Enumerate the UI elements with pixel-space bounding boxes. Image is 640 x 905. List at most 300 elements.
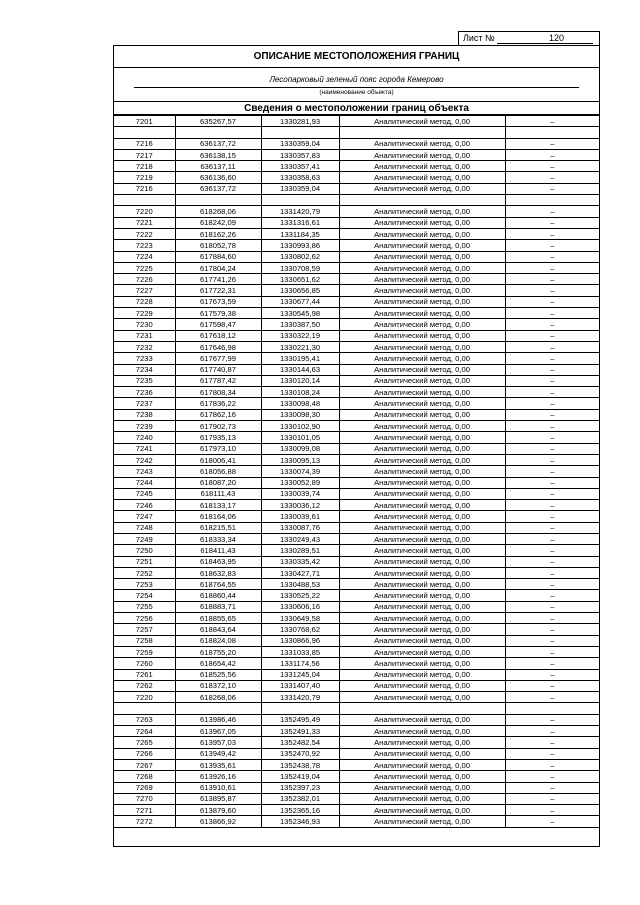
cell-accuracy: – <box>505 375 599 386</box>
cell-method: Аналитический метод, 0,00 <box>339 466 505 477</box>
cell-accuracy: – <box>505 454 599 465</box>
cell-method: Аналитический метод, 0,00 <box>339 759 505 770</box>
cell-point-number: 7246 <box>114 500 175 511</box>
table-row <box>114 601 599 612</box>
cell-coord-x: 636137,72 <box>175 183 261 194</box>
cell-coord-x: 617902,73 <box>175 421 261 432</box>
cell-coord-y: 1330087,76 <box>261 522 339 533</box>
cell-point-number <box>114 127 175 138</box>
cell-method: Аналитический метод, 0,00 <box>339 567 505 578</box>
cell-accuracy: – <box>505 511 599 522</box>
sheet-number-underline <box>497 43 593 44</box>
table-row <box>114 206 599 217</box>
cell-point-number: 7252 <box>114 567 175 578</box>
cell-point-number: 7257 <box>114 624 175 635</box>
table-row <box>114 138 599 149</box>
cell-accuracy: – <box>505 308 599 319</box>
cell-point-number: 7218 <box>114 161 175 172</box>
cell-coord-y: 1352482,54 <box>261 737 339 748</box>
table-row <box>114 477 599 488</box>
cell-point-number: 7271 <box>114 805 175 816</box>
cell-accuracy: – <box>505 737 599 748</box>
cell-coord-y: 1331407,40 <box>261 680 339 691</box>
cell-method: Аналитический метод, 0,00 <box>339 319 505 330</box>
cell-coord-x: 636137,11 <box>175 161 261 172</box>
cell-point-number: 7263 <box>114 714 175 725</box>
table-row <box>114 500 599 511</box>
cell-accuracy: – <box>505 228 599 239</box>
cell-coord-x: 618824,08 <box>175 635 261 646</box>
cell-point-number: 7250 <box>114 545 175 556</box>
cell-method: Аналитический метод, 0,00 <box>339 285 505 296</box>
cell-coord-y: 1352491,33 <box>261 726 339 737</box>
table-row <box>114 737 599 748</box>
cell-coord-x: 617646,98 <box>175 341 261 352</box>
cell-accuracy: – <box>505 533 599 544</box>
cell-accuracy: – <box>505 319 599 330</box>
cell-coord-x: 618372,10 <box>175 680 261 691</box>
cell-point-number: 7228 <box>114 296 175 307</box>
cell-coord-y: 1352382,01 <box>261 793 339 804</box>
cell-coord-y: 1331174,56 <box>261 658 339 669</box>
cell-point-number: 7256 <box>114 613 175 624</box>
table-row <box>114 488 599 499</box>
document-frame <box>113 45 600 847</box>
cell-coord-x: 613935,61 <box>175 759 261 770</box>
table-row <box>114 816 599 827</box>
cell-coord-x: 618056,88 <box>175 466 261 477</box>
cell-coord-x: 618654,42 <box>175 658 261 669</box>
cell-point-number: 7270 <box>114 793 175 804</box>
cell-point-number: 7251 <box>114 556 175 567</box>
cell-coord-x: 618843,64 <box>175 624 261 635</box>
cell-method: Аналитический метод, 0,00 <box>339 262 505 273</box>
cell-coord-y: 1330606,16 <box>261 601 339 612</box>
cell-accuracy: – <box>505 601 599 612</box>
cell-method: Аналитический метод, 0,00 <box>339 138 505 149</box>
cell-method: Аналитический метод, 0,00 <box>339 511 505 522</box>
cell-coord-y: 1330289,51 <box>261 545 339 556</box>
cell-method: Аналитический метод, 0,00 <box>339 782 505 793</box>
cell-point-number: 7217 <box>114 149 175 160</box>
cell-method: Аналитический метод, 0,00 <box>339 500 505 511</box>
cell-coord-y: 1330098,30 <box>261 409 339 420</box>
cell-point-number: 7220 <box>114 206 175 217</box>
cell-accuracy: – <box>505 714 599 725</box>
cell-coord-y: 1352397,23 <box>261 782 339 793</box>
cell-point-number: 7219 <box>114 172 175 183</box>
cell-coord-y: 1330656,85 <box>261 285 339 296</box>
cell-coord-y: 1330102,90 <box>261 421 339 432</box>
cell-method: Аналитический метод, 0,00 <box>339 793 505 804</box>
cell-coord-y: 1330221,30 <box>261 341 339 352</box>
table-row <box>114 387 599 398</box>
cell-accuracy: – <box>505 387 599 398</box>
cell-coord-y: 1330427,71 <box>261 567 339 578</box>
cell-coord-x: 636136,60 <box>175 172 261 183</box>
cell-point-number: 7266 <box>114 748 175 759</box>
cell-coord-y: 1330195,41 <box>261 353 339 364</box>
cell-coord-y: 1352419,04 <box>261 771 339 782</box>
cell-accuracy: – <box>505 646 599 657</box>
cell-accuracy: – <box>505 466 599 477</box>
cell-method: Аналитический метод, 0,00 <box>339 274 505 285</box>
cell-method: Аналитический метод, 0,00 <box>339 341 505 352</box>
cell-point-number: 7227 <box>114 285 175 296</box>
cell-coord-x: 618632,83 <box>175 567 261 578</box>
cell-accuracy: – <box>505 251 599 262</box>
cell-coord-y: 1352346,93 <box>261 816 339 827</box>
table-row <box>114 658 599 669</box>
cell-accuracy: – <box>505 477 599 488</box>
cell-point-number: 7241 <box>114 443 175 454</box>
table-row <box>114 172 599 183</box>
cell-method: Аналитический метод, 0,00 <box>339 669 505 680</box>
document-title: ОПИСАНИЕ МЕСТОПОЛОЖЕНИЯ ГРАНИЦ <box>114 46 599 68</box>
cell-accuracy: – <box>505 116 599 127</box>
cell-coord-x: 618764,55 <box>175 579 261 590</box>
cell-method: Аналитический метод, 0,00 <box>339 613 505 624</box>
coordinates-table <box>114 115 599 828</box>
cell-coord-y: 1331420,79 <box>261 692 339 703</box>
cell-accuracy: – <box>505 748 599 759</box>
table-row <box>114 421 599 432</box>
table-row <box>114 624 599 635</box>
cell-point-number: 7225 <box>114 262 175 273</box>
table-row <box>114 353 599 364</box>
table-row <box>114 262 599 273</box>
table-row <box>114 161 599 172</box>
cell-coord-x: 618242,09 <box>175 217 261 228</box>
table-row <box>114 793 599 804</box>
cell-point-number: 7221 <box>114 217 175 228</box>
cell-accuracy: – <box>505 183 599 194</box>
cell-method: Аналитический метод, 0,00 <box>339 454 505 465</box>
cell-point-number: 7268 <box>114 771 175 782</box>
cell-point-number: 7265 <box>114 737 175 748</box>
cell-accuracy: – <box>505 172 599 183</box>
table-row <box>114 692 599 703</box>
cell-method: Аналитический метод, 0,00 <box>339 409 505 420</box>
table-row <box>114 771 599 782</box>
cell-point-number: 7238 <box>114 409 175 420</box>
cell-coord-x: 618463,95 <box>175 556 261 567</box>
cell-point-number: 7232 <box>114 341 175 352</box>
cell-accuracy: – <box>505 240 599 251</box>
table-row <box>114 319 599 330</box>
cell-coord-y: 1330052,89 <box>261 477 339 488</box>
cell-coord-y: 1330768,62 <box>261 624 339 635</box>
cell-coord-y: 1330359,04 <box>261 138 339 149</box>
cell-method: Аналитический метод, 0,00 <box>339 805 505 816</box>
table-row <box>114 274 599 285</box>
cell-coord-y: 1330095,13 <box>261 454 339 465</box>
cell-coord-x: 618411,43 <box>175 545 261 556</box>
cell-point-number: 7272 <box>114 816 175 827</box>
coordinates-table-body <box>114 116 599 828</box>
cell-point-number: 7201 <box>114 116 175 127</box>
cell-accuracy: – <box>505 771 599 782</box>
cell-coord-x: 618268,06 <box>175 692 261 703</box>
cell-accuracy: – <box>505 500 599 511</box>
cell-accuracy: – <box>505 296 599 307</box>
cell-method: Аналитический метод, 0,00 <box>339 443 505 454</box>
cell-coord-y: 1331184,35 <box>261 228 339 239</box>
cell-coord-y: 1330357,41 <box>261 161 339 172</box>
cell-point-number: 7220 <box>114 692 175 703</box>
cell-method: Аналитический метод, 0,00 <box>339 545 505 556</box>
cell-accuracy: – <box>505 793 599 804</box>
cell-method: Аналитический метод, 0,00 <box>339 658 505 669</box>
cell-point-number: 7216 <box>114 183 175 194</box>
cell-method: Аналитический метод, 0,00 <box>339 579 505 590</box>
cell-coord-x: 618133,17 <box>175 500 261 511</box>
cell-coord-x: 617862,16 <box>175 409 261 420</box>
table-row <box>114 116 599 127</box>
cell-coord-y: 1331420,79 <box>261 206 339 217</box>
cell-coord-x: 617808,34 <box>175 387 261 398</box>
cell-coord-x: 613986,46 <box>175 714 261 725</box>
cell-accuracy: – <box>505 556 599 567</box>
table-row <box>114 183 599 194</box>
cell-accuracy: – <box>505 262 599 273</box>
table-row <box>114 240 599 251</box>
cell-coord-x: 618860,44 <box>175 590 261 601</box>
cell-coord-y: 1330651,62 <box>261 274 339 285</box>
cell-accuracy <box>505 703 599 714</box>
cell-coord-y: 1330488,53 <box>261 579 339 590</box>
table-row <box>114 341 599 352</box>
cell-coord-y: 1330039,61 <box>261 511 339 522</box>
cell-coord-x: 618215,51 <box>175 522 261 533</box>
cell-coord-y: 1330249,43 <box>261 533 339 544</box>
cell-method: Аналитический метод, 0,00 <box>339 364 505 375</box>
sheet-number: 120 <box>549 33 565 43</box>
cell-point-number: 7236 <box>114 387 175 398</box>
cell-coord-x: 617618,12 <box>175 330 261 341</box>
cell-accuracy: – <box>505 816 599 827</box>
cell-coord-y: 1352470,92 <box>261 748 339 759</box>
table-row <box>114 613 599 624</box>
cell-coord-y: 1331033,85 <box>261 646 339 657</box>
cell-coord-y: 1330357,83 <box>261 149 339 160</box>
cell-coord-y: 1330708,59 <box>261 262 339 273</box>
cell-accuracy: – <box>505 545 599 556</box>
cell-method: Аналитический метод, 0,00 <box>339 488 505 499</box>
table-row <box>114 759 599 770</box>
cell-method: Аналитический метод, 0,00 <box>339 296 505 307</box>
cell-accuracy: – <box>505 421 599 432</box>
cell-coord-x: 613879,60 <box>175 805 261 816</box>
cell-coord-y: 1330359,04 <box>261 183 339 194</box>
cell-coord-x: 618164,06 <box>175 511 261 522</box>
cell-method: Аналитический метод, 0,00 <box>339 748 505 759</box>
cell-point-number: 7222 <box>114 228 175 239</box>
table-row <box>114 409 599 420</box>
table-row <box>114 567 599 578</box>
table-row <box>114 398 599 409</box>
cell-accuracy: – <box>505 669 599 680</box>
cell-coord-y: 1330036,12 <box>261 500 339 511</box>
cell-point-number: 7267 <box>114 759 175 770</box>
table-row <box>114 466 599 477</box>
cell-point-number: 7234 <box>114 364 175 375</box>
table-row <box>114 364 599 375</box>
cell-coord-x: 617935,13 <box>175 432 261 443</box>
cell-accuracy: – <box>505 330 599 341</box>
cell-method: Аналитический метод, 0,00 <box>339 432 505 443</box>
table-row <box>114 533 599 544</box>
table-row <box>114 579 599 590</box>
cell-point-number: 7242 <box>114 454 175 465</box>
cell-point-number: 7249 <box>114 533 175 544</box>
cell-coord-x: 618333,34 <box>175 533 261 544</box>
cell-coord-x: 617741,26 <box>175 274 261 285</box>
cell-accuracy: – <box>505 726 599 737</box>
cell-method: Аналитический метод, 0,00 <box>339 387 505 398</box>
cell-coord-x: 613895,87 <box>175 793 261 804</box>
cell-accuracy: – <box>505 398 599 409</box>
cell-accuracy: – <box>505 138 599 149</box>
cell-coord-y: 1330099,08 <box>261 443 339 454</box>
cell-point-number: 7231 <box>114 330 175 341</box>
cell-coord-y: 1330108,24 <box>261 387 339 398</box>
cell-method: Аналитический метод, 0,00 <box>339 646 505 657</box>
table-row <box>114 545 599 556</box>
table-row <box>114 308 599 319</box>
cell-method: Аналитический метод, 0,00 <box>339 172 505 183</box>
cell-coord-x: 617804,24 <box>175 262 261 273</box>
cell-coord-x: 618268,06 <box>175 206 261 217</box>
cell-method: Аналитический метод, 0,00 <box>339 308 505 319</box>
table-row-separator <box>114 195 599 206</box>
cell-accuracy: – <box>505 782 599 793</box>
cell-coord-x: 618052,78 <box>175 240 261 251</box>
cell-coord-y: 1330677,44 <box>261 296 339 307</box>
cell-point-number: 7247 <box>114 511 175 522</box>
cell-accuracy: – <box>505 522 599 533</box>
table-row <box>114 748 599 759</box>
object-name: Лесопарковый зеленый пояс города Кемерово <box>269 75 444 84</box>
cell-method: Аналитический метод, 0,00 <box>339 183 505 194</box>
cell-accuracy: – <box>505 805 599 816</box>
table-row <box>114 635 599 646</box>
table-row <box>114 443 599 454</box>
cell-accuracy: – <box>505 488 599 499</box>
cell-accuracy: – <box>505 149 599 160</box>
cell-coord-x: 636137,72 <box>175 138 261 149</box>
cell-coord-y: 1352365,16 <box>261 805 339 816</box>
cell-accuracy: – <box>505 443 599 454</box>
cell-coord-x: 618162,26 <box>175 228 261 239</box>
table-row <box>114 149 599 160</box>
table-row <box>114 590 599 601</box>
table-row <box>114 375 599 386</box>
cell-coord-y: 1331245,04 <box>261 669 339 680</box>
cell-coord-x <box>175 195 261 206</box>
cell-coord-y: 1330387,50 <box>261 319 339 330</box>
cell-coord-x: 617677,99 <box>175 353 261 364</box>
cell-point-number: 7264 <box>114 726 175 737</box>
cell-coord-x: 617673,59 <box>175 296 261 307</box>
cell-method: Аналитический метод, 0,00 <box>339 635 505 646</box>
cell-point-number: 7255 <box>114 601 175 612</box>
table-row <box>114 454 599 465</box>
cell-accuracy: – <box>505 680 599 691</box>
cell-coord-x: 613866,92 <box>175 816 261 827</box>
cell-method: Аналитический метод, 0,00 <box>339 680 505 691</box>
cell-point-number: 7260 <box>114 658 175 669</box>
cell-accuracy: – <box>505 285 599 296</box>
cell-coord-x <box>175 127 261 138</box>
table-row <box>114 556 599 567</box>
cell-coord-y <box>261 127 339 138</box>
cell-coord-x: 613957,03 <box>175 737 261 748</box>
cell-method: Аналитический метод, 0,00 <box>339 590 505 601</box>
cell-accuracy: – <box>505 635 599 646</box>
cell-coord-x: 617787,42 <box>175 375 261 386</box>
cell-coord-y: 1331316,61 <box>261 217 339 228</box>
cell-coord-y: 1330866,96 <box>261 635 339 646</box>
cell-point-number: 7244 <box>114 477 175 488</box>
cell-coord-y: 1330993,86 <box>261 240 339 251</box>
cell-method <box>339 195 505 206</box>
cell-coord-x: 617722,31 <box>175 285 261 296</box>
cell-point-number: 7233 <box>114 353 175 364</box>
cell-coord-x: 617836,22 <box>175 398 261 409</box>
table-row <box>114 296 599 307</box>
cell-accuracy: – <box>505 274 599 285</box>
cell-point-number: 7235 <box>114 375 175 386</box>
cell-accuracy: – <box>505 432 599 443</box>
cell-method: Аналитический метод, 0,00 <box>339 353 505 364</box>
cell-coord-x: 618006,41 <box>175 454 261 465</box>
cell-coord-x: 613910,61 <box>175 782 261 793</box>
cell-point-number: 7226 <box>114 274 175 285</box>
cell-coord-x: 617884,60 <box>175 251 261 262</box>
cell-accuracy <box>505 127 599 138</box>
table-row <box>114 228 599 239</box>
cell-accuracy: – <box>505 613 599 624</box>
cell-accuracy: – <box>505 567 599 578</box>
cell-coord-x: 618855,65 <box>175 613 261 624</box>
cell-coord-x: 617973,10 <box>175 443 261 454</box>
cell-point-number: 7254 <box>114 590 175 601</box>
cell-method: Аналитический метод, 0,00 <box>339 714 505 725</box>
cell-accuracy <box>505 195 599 206</box>
sheet-label: Лист № <box>463 33 495 43</box>
table-row <box>114 251 599 262</box>
cell-coord-y: 1330545,98 <box>261 308 339 319</box>
table-row-separator <box>114 703 599 714</box>
cell-method: Аналитический метод, 0,00 <box>339 737 505 748</box>
table-row <box>114 805 599 816</box>
table-row <box>114 522 599 533</box>
cell-method: Аналитический метод, 0,00 <box>339 421 505 432</box>
table-row <box>114 646 599 657</box>
cell-method: Аналитический метод, 0,00 <box>339 251 505 262</box>
table-row <box>114 217 599 228</box>
cell-coord-y: 1330101,05 <box>261 432 339 443</box>
cell-method: Аналитический метод, 0,00 <box>339 477 505 488</box>
cell-method: Аналитический метод, 0,00 <box>339 330 505 341</box>
cell-coord-y <box>261 703 339 714</box>
cell-coord-y: 1330281,93 <box>261 116 339 127</box>
cell-method: Аналитический метод, 0,00 <box>339 398 505 409</box>
cell-coord-y: 1330649,58 <box>261 613 339 624</box>
table-row <box>114 782 599 793</box>
cell-coord-y: 1330144,63 <box>261 364 339 375</box>
